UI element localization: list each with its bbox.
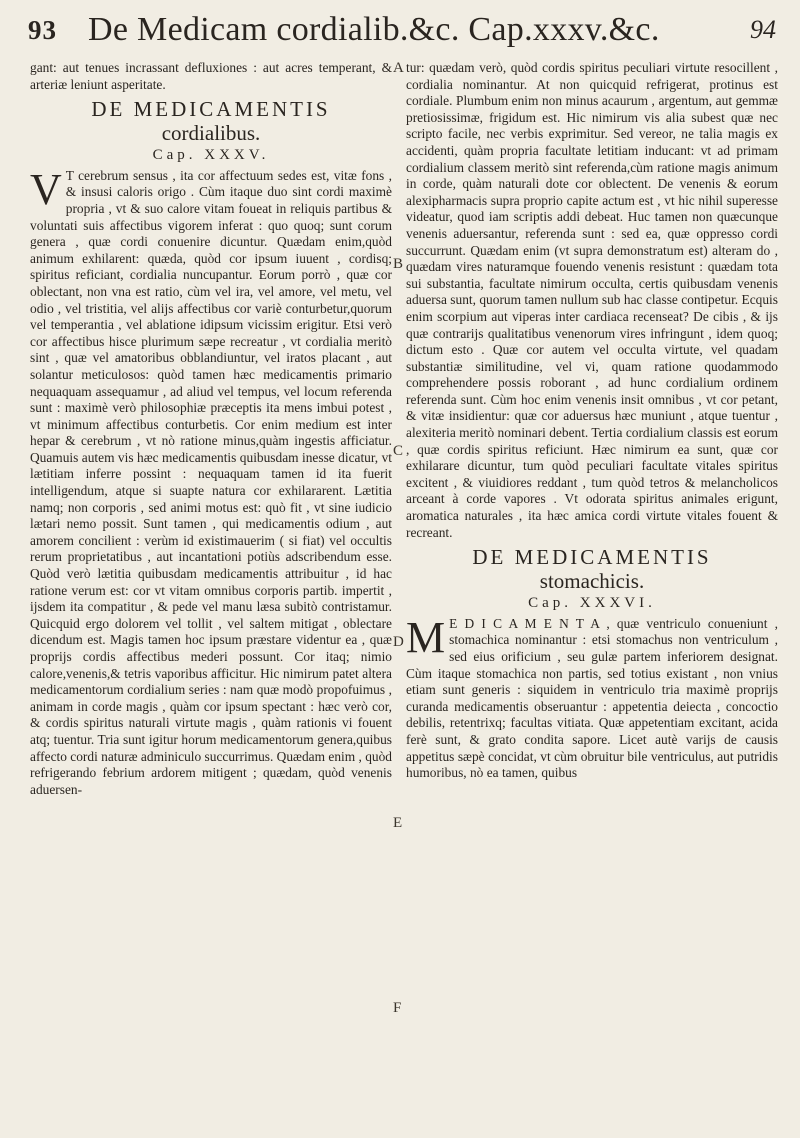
margin-letter-e: E xyxy=(393,815,403,831)
dropcap-m: M xyxy=(406,612,446,662)
section-subtitle-cordialibus: cordialibus. xyxy=(161,121,261,146)
left-column xyxy=(30,60,392,798)
chapter-35-continuation: tur: quædam verò, quòd cordis spiritus peculiari virtute resocillent , cordialia nominantur. At non quicquid refrigerat, protinus est cordiale. Plumbum enim non minus acaurum , argentum, aut gemmæ pretiosissimæ, frigidum est. Hic nimirum vis alia subest quæ nec scripto facile, nec verbis exprimitur. Sed vereor, ne talia magis ex accidenti, quàm propria facultate letitiam inducant: vt ad primam cordialium classem meritò sint referenda,cùm ratione magis animum in corde, quàm naturali dote cor oblectent. De venenis & eorum alexipharmacis supra proprio capite actum est , vt hic nihil superesse videatur, quod iam scriptis addi debeat. Huc tamen non quæcunque venenis aduersantur, referenda sunt : sed ea, quæ oppresso cordi succurrunt. Quædam enim (vt supra demonstratum est) alteram do , quædam vires naturamque fouendo venenis resistunt : quædam tota sui substantia, facultate nimirum occulta, certis quibusdam venenis aduersa sunt, quorum tamen nullum sub hac classe contipetur. Ecquis enim scorpium aut viperas inter cardiaca recenseat? De cibis , & ijs quæ contrarijs qualitatibus venenorum vires infringunt , idem quoq; dictum esto . Quæ cor autem vel occulta virtute, vel quadam substantiæ similitudine, vel vi, quam ratione quodammodo comprehendere possis roborant , ad hunc cordialium ordinem referenda sunt. Cùm hoc enim venenis insit omnibus , vt cor petant, & vitæ insidientur: quæ cor aduersus hæc muniunt , atque tuentur , alexiteria meritò nominari debent. Tertia cordialium classis est eorum , quæ cordis spiritus reficiunt. Hæc nimirum ea sunt, quæ cor exhilarare dicuntur, tum quòd peculiari facultate vitales spiritus excitent , & viuidiores reddant , tum quòd tetros & melancholicos arceant à corde vapores . Vt odorata spiritus animales erigunt, aromatica naturales , ita hæc amica cordi virtute vitales fouent & recreant. xyxy=(406,60,778,540)
section-subtitle-stomachicis: stomachicis. xyxy=(539,569,645,594)
margin-letter-c: C xyxy=(393,443,404,459)
chapter-35-body xyxy=(30,164,392,799)
chapter-heading-35: Cap. XXXV. xyxy=(152,147,270,164)
margin-letter-f: F xyxy=(393,1000,402,1016)
section-title-cordialibus: DE MEDICAMENTIS xyxy=(91,97,331,122)
intro-text: gant: aut tenues incrassant defluxiones : aut acres temperant, & arteriæ leniunt asperitate. xyxy=(30,60,392,92)
page-number-left: 93 xyxy=(28,14,57,45)
margin-letter-d: D xyxy=(393,634,404,650)
page-number-right: 94 xyxy=(750,15,776,44)
dropcap-v: V xyxy=(30,164,62,214)
margin-letter-b: B xyxy=(393,256,404,272)
margin-letter-a: A xyxy=(393,60,404,76)
chapter-35-text: T cerebrum sensus , ita cor affectuum sedes est, vitæ fons , & insusi caloris origo . Cùm itaque duo sint cordi maximè propria , vt & suo calore vitam foueat in reliquis partibus & voluntati suis affectibus vigorem inferat : quo quoq; sunt corum genera , quæ cordi conuenire dicuntur. Quædam enim,quòd animum exhilarent: quæda, quòd cor ipsum iuuent , cordisq; spiritus reficiant, cordialia nuncupantur. Eorum porrò , quæ cor oblectant, non vna est ratio, cùm vel ira, vel amore, vel metu, vel odio , vel tristitia, vel alijs affectibus cor variè conturbetur,quorum vel temperantia , vel ablatione idipsum vicissim erigitur. Etsi verò cor affectibus hisce plurimum sæpe recreatur , vt cordialia meritò sint , quæ vel amatoribus obblandiuntur, vel iratos placant , aut solantur meticulosos: quòd tamen hæc medicamentis primario nequaquam assequamur , ad aliud vel tempus, vel locum referenda sunt : maximè verò philosophiæ præceptis ita mens imbui potest , vt minimum affectibus conturbetis. Cor enim medium est inter hepar & cerebrum , vt nò ratione minus,quàm ingestis afficiatur. Quamuis autem vis hæc medicamentis quibusdam inesse dicatur, vt lætitiam inferre possint : nequaquam tamen id ita fuerit intelligendum, atque si suapte natura cor exhilararent. Lætitia namq; non corporis , sed animi motus est: quò fit , vt sine iudicio lætari nemo possit. Sunt tamen , qui medicamentis odium , aut amorem concilient : verùm id existimauerim ( si fiat) vel occultis rerum proprietatibus , aut incantationi potiùs adscribendum esse. Quòd verò lætitia quibusdam medicamentis attribuitur , id hac ratione verum est: cor vt vitam omnibus corporis partib. impertit , ijsdem ita compatitur , & pede vel manu læsa subitò contristamur. Quicquid ergo dolorem vel tollit , vel saltem mitigat , oblectare dicendum est. Magis tamen hoc ipsum præstare videntur ea , quæ proprijs cordis affectibus mederi possunt. Cor itaq; nimio calore,venenis,& tetris vaporibus afficitur. Hic nimirum patet altera medicamentorum cordialium series : nam quæ modò propofuimus , animam in corde magis , quàm cor ipsum spectant : hæc verò cor, & cordis spiritus naturali virtute magis , quàm rationis vi fouent atq; tuentur. Tria sunt igitur horum medicamentorum genera,quibus affecto cordi naturæ adminiculo succurrimus. Quædam enim , quòd refrigerando febrium ardorem mitigent ; quædam, quòd venenis aduersen- xyxy=(30,167,392,797)
page-header xyxy=(28,6,776,54)
chapter-heading-36: Cap. XXXVI. xyxy=(528,595,656,612)
chapter-36-body xyxy=(406,612,778,782)
chapter-36-text: E D I C A M E N T A , quæ ventriculo conueniunt , stomachica nominantur : etsi stomachus non ventriculum , sed eius orificium , seu gulæ partem inferiorem designat. Cùm itaque stomachica non partis, sed totius existant , non vnius etiam sunt generis : siquidem in ventriculo tria maximè proprijs curanda medicamentis obseruantur : appetentia deiecta , concoctio debilis, retentrixq; facultas vitiata. Quæ appetentiam excitant, acida ferè sunt, & grato condita sapore. Licet autè varijs de causis appetitus sæpè concidat, vt cùm obruitur bile ventriculus, aut putridis humoribus, nò ea tamen, quibus xyxy=(406,615,778,781)
right-column xyxy=(406,60,778,782)
section-title-stomachicis: DE MEDICAMENTIS xyxy=(472,545,712,570)
running-title: De Medicam cordialib.&c. Cap.xxxv.&c. xyxy=(88,11,660,48)
